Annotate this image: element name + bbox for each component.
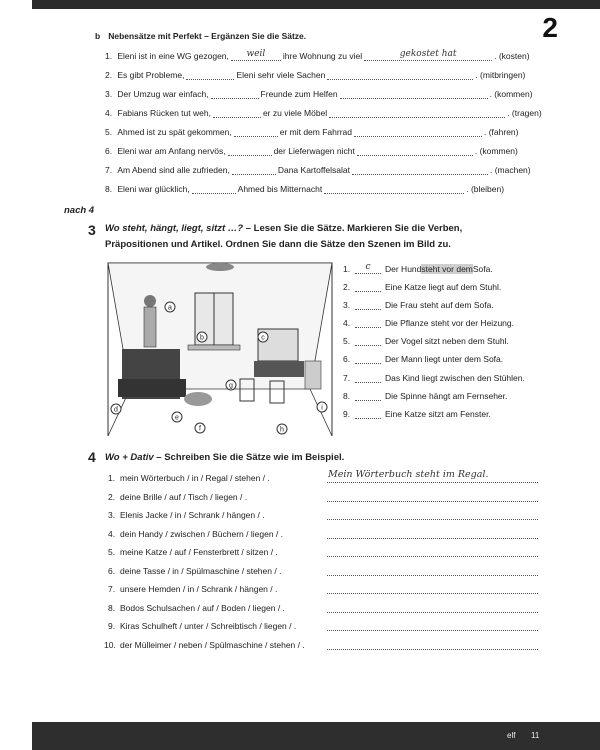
handwritten-answer: gekostet hat bbox=[399, 49, 457, 59]
sentence-text: Die Pflanze steht vor der Heizung. bbox=[385, 318, 514, 328]
clause-b: Ahmed bis Mitternacht bbox=[237, 184, 323, 194]
b-row bbox=[105, 146, 518, 156]
clause-b: der Lieferwagen nicht bbox=[273, 146, 355, 156]
answer-blank-2[interactable] bbox=[324, 184, 464, 194]
prompt-text: deine Brille / auf / Tisch / liegen / . bbox=[120, 492, 248, 502]
highlighted-text: steht vor dem bbox=[421, 264, 473, 274]
scene-label-d: d bbox=[114, 406, 118, 414]
scene-label-h: h bbox=[280, 426, 284, 434]
answer-blank-1[interactable] bbox=[228, 146, 272, 156]
b-row bbox=[105, 165, 531, 175]
exercise-4-number: 4 bbox=[88, 449, 96, 465]
item-number: 5. bbox=[108, 547, 116, 557]
prompt-text: dein Handy / zwischen / Büchern / liegen / . bbox=[120, 529, 284, 539]
answer-blank-2[interactable] bbox=[327, 70, 473, 80]
answer-blank-1[interactable] bbox=[231, 51, 281, 61]
item-number: 1. bbox=[105, 51, 113, 61]
item-number: 7. bbox=[343, 373, 351, 383]
prompt-text: deine Tasse / in / Spülmaschine / stehen / . bbox=[120, 566, 282, 576]
exercise-4-title-italic: Wo + Dativ bbox=[105, 452, 154, 463]
answer-line[interactable] bbox=[327, 649, 538, 650]
sentence-item bbox=[343, 282, 501, 292]
b-row bbox=[105, 127, 519, 137]
answer-line[interactable] bbox=[327, 556, 538, 557]
exercise-4-title bbox=[105, 450, 344, 466]
woman-head bbox=[144, 295, 156, 307]
scene-label-b: b bbox=[200, 334, 204, 342]
verb-hint: . (mitbringen) bbox=[475, 70, 526, 80]
sentence-text: Der Mann liegt unter dem Sofa. bbox=[385, 354, 504, 364]
answer-line[interactable] bbox=[327, 482, 538, 483]
answer-line[interactable] bbox=[327, 519, 538, 520]
item-number: 3. bbox=[105, 89, 113, 99]
exercise-4-item bbox=[108, 621, 296, 631]
answer-blank-2[interactable] bbox=[329, 108, 505, 118]
sentence-text: Der Hund bbox=[385, 264, 422, 274]
item-number: 1. bbox=[343, 264, 351, 274]
answer-blank[interactable] bbox=[355, 354, 381, 364]
handwritten-answer: Mein Wörterbuch steht im Regal. bbox=[328, 469, 489, 480]
item-number: 9. bbox=[108, 621, 116, 631]
clause-b: er zu viele Möbel bbox=[262, 108, 328, 118]
prompt-text: Elenis Jacke / in / Schrank / hängen / . bbox=[120, 510, 265, 520]
verb-hint: . (kommen) bbox=[489, 89, 533, 99]
verb-hint: . (bleiben) bbox=[466, 184, 505, 194]
item-number: 7. bbox=[105, 165, 113, 175]
clause-a: Ahmed ist zu spät gekommen, bbox=[117, 127, 232, 137]
clause-a: Es gibt Probleme, bbox=[117, 70, 185, 80]
item-number: 8. bbox=[343, 391, 351, 401]
clause-a: Fabians Rücken tut weh, bbox=[117, 108, 211, 118]
answer-line[interactable] bbox=[327, 575, 538, 576]
sentence-item bbox=[343, 264, 493, 274]
answer-blank[interactable] bbox=[355, 409, 381, 419]
chapter-number: 2 bbox=[542, 12, 558, 43]
exercise-4-item bbox=[108, 547, 278, 557]
sentence-text: Eine Katze liegt auf dem Stuhl. bbox=[385, 282, 502, 292]
item-number: 3. bbox=[343, 300, 351, 310]
scene-label-g: g bbox=[229, 382, 233, 390]
nach-label: nach 4 bbox=[64, 205, 95, 216]
sentence-text: Eine Katze sitzt am Fenster. bbox=[385, 409, 491, 419]
prompt-text: mein Wörterbuch / in / Regal / stehen / . bbox=[120, 473, 270, 483]
sentence-item bbox=[343, 391, 507, 401]
footer-label: elf bbox=[507, 731, 516, 740]
sentence-item bbox=[343, 318, 514, 328]
item-number: 4. bbox=[108, 529, 116, 539]
dog bbox=[184, 392, 212, 406]
exercise-3-title bbox=[105, 221, 462, 253]
answer-blank[interactable] bbox=[355, 336, 381, 346]
exercise-4-item bbox=[108, 492, 247, 502]
scene-label-c: c bbox=[261, 334, 265, 342]
clause-a: Eleni war am Anfang nervös, bbox=[117, 146, 226, 156]
verb-hint: . (kommen) bbox=[474, 146, 518, 156]
b-row bbox=[105, 184, 504, 194]
handwritten-answer: c bbox=[365, 262, 371, 272]
answer-blank-2[interactable] bbox=[357, 146, 473, 156]
item-number: 6. bbox=[105, 146, 113, 156]
exercise-4-item bbox=[104, 640, 305, 650]
clause-b: er mit dem Fahrrad bbox=[279, 127, 352, 137]
section-b-title: Nebensätze mit Perfekt – Ergänzen Sie die Sätze. bbox=[108, 31, 307, 41]
answer-blank[interactable] bbox=[355, 318, 381, 328]
item-number: 2. bbox=[105, 70, 113, 80]
answer-blank-1[interactable] bbox=[213, 108, 261, 118]
verb-hint: . (tragen) bbox=[507, 108, 542, 118]
exercise-4-item bbox=[108, 584, 277, 594]
sentence-text-end: Sofa. bbox=[472, 264, 493, 274]
window-sill bbox=[188, 345, 240, 350]
item-number: 4. bbox=[343, 318, 351, 328]
answer-blank[interactable] bbox=[355, 373, 381, 383]
answer-blank-1[interactable] bbox=[211, 89, 259, 99]
exercise-3-number: 3 bbox=[88, 222, 96, 238]
sentence-item bbox=[343, 300, 494, 310]
sofa-seat bbox=[118, 379, 186, 397]
answer-line[interactable] bbox=[327, 612, 538, 613]
page-number: 11 bbox=[531, 731, 540, 740]
scene-label-i: i bbox=[321, 404, 323, 412]
sentence-item bbox=[343, 373, 525, 383]
item-number: 1. bbox=[108, 473, 116, 483]
answer-blank[interactable] bbox=[355, 282, 381, 292]
item-number: 9. bbox=[343, 409, 351, 419]
answer-blank-1[interactable] bbox=[234, 127, 278, 137]
answer-line[interactable] bbox=[327, 501, 538, 502]
sentence-text: Das Kind liegt zwischen den Stühlen. bbox=[385, 373, 525, 383]
scene-label-f: f bbox=[199, 425, 201, 433]
sentence-item bbox=[343, 336, 509, 346]
item-number: 8. bbox=[108, 603, 116, 613]
prompt-text: Kiras Schulheft / unter / Schreibtisch / liegen / . bbox=[120, 621, 297, 631]
clause-a: Eleni ist in eine WG gezogen, bbox=[117, 51, 229, 61]
exercise-4-item bbox=[108, 473, 270, 483]
heater bbox=[305, 361, 321, 389]
answer-blank-1[interactable] bbox=[186, 70, 234, 80]
b-row bbox=[105, 70, 525, 80]
b-row bbox=[105, 51, 530, 61]
room-illustration bbox=[100, 261, 340, 438]
ceiling-lamp bbox=[206, 263, 234, 271]
verb-hint: . (kosten) bbox=[494, 51, 530, 61]
item-number: 5. bbox=[343, 336, 351, 346]
exercise-4-title-rest: – Schreiben Sie die Sätze wie im Beispiel. bbox=[153, 452, 345, 463]
item-number: 2. bbox=[108, 492, 116, 502]
clause-b: Dana Kartoffelsalat bbox=[277, 165, 350, 175]
tv-stand bbox=[254, 361, 304, 377]
answer-blank[interactable] bbox=[355, 300, 381, 310]
prompt-text: Bodos Schulsachen / auf / Boden / liegen / . bbox=[120, 603, 285, 613]
scene-label-e: e bbox=[175, 414, 179, 422]
exercise-3-title-italic: Wo steht, hängt, liegt, sitzt …? bbox=[105, 223, 244, 234]
item-number: 8. bbox=[105, 184, 113, 194]
section-b-heading bbox=[95, 31, 306, 41]
answer-line[interactable] bbox=[327, 630, 538, 631]
answer-blank[interactable] bbox=[355, 264, 381, 274]
item-number: 10. bbox=[104, 640, 116, 650]
answer-blank-1[interactable] bbox=[192, 184, 236, 194]
top-bar bbox=[32, 0, 600, 9]
exercise-3-title-line2: Präpositionen und Artikel. Ordnen Sie dann die Sätze den Szenen im Bild zu. bbox=[105, 239, 451, 250]
exercise-4-item bbox=[108, 603, 285, 613]
item-number: 2. bbox=[343, 282, 351, 292]
section-b-label: b bbox=[95, 31, 101, 41]
clause-a: Eleni war glücklich, bbox=[117, 184, 190, 194]
b-row bbox=[105, 89, 533, 99]
exercise-4-item bbox=[108, 566, 281, 576]
exercise-4-item bbox=[108, 529, 283, 539]
answer-blank[interactable] bbox=[355, 391, 381, 401]
item-number: 6. bbox=[343, 354, 351, 364]
exercise-3-title-line1: – Lesen Sie die Sätze. Markieren Sie die Verben, bbox=[243, 223, 463, 234]
item-number: 7. bbox=[108, 584, 116, 594]
clause-b: Eleni sehr viele Sachen bbox=[236, 70, 326, 80]
answer-blank-2[interactable] bbox=[354, 127, 482, 137]
clause-a: Der Umzug war einfach, bbox=[117, 89, 209, 99]
verb-hint: . (fahren) bbox=[484, 127, 519, 137]
sentence-item bbox=[343, 354, 503, 364]
prompt-text: unsere Hemden / in / Schrank / hängen / . bbox=[120, 584, 278, 594]
answer-blank-2[interactable] bbox=[352, 165, 488, 175]
item-number: 3. bbox=[108, 510, 116, 520]
sentence-text: Die Spinne hängt am Fernseher. bbox=[385, 391, 508, 401]
clause-b: ihre Wohnung zu viel bbox=[282, 51, 363, 61]
item-number: 6. bbox=[108, 566, 116, 576]
clause-b: Freunde zum Helfen bbox=[260, 89, 338, 99]
answer-line[interactable] bbox=[327, 593, 538, 594]
answer-blank-1[interactable] bbox=[232, 165, 276, 175]
answer-line[interactable] bbox=[327, 538, 538, 539]
clause-a: Am Abend sind alle zufrieden, bbox=[117, 165, 230, 175]
answer-blank-2[interactable] bbox=[364, 51, 492, 61]
handwritten-answer: weil bbox=[246, 49, 266, 59]
b-row bbox=[105, 108, 542, 118]
item-number: 4. bbox=[105, 108, 113, 118]
prompt-text: der Mülleimer / neben / Spülmaschine / stehen / . bbox=[120, 640, 305, 650]
exercise-4-item bbox=[108, 510, 265, 520]
sentence-item bbox=[343, 409, 491, 419]
woman-body bbox=[144, 307, 156, 347]
sentence-text: Der Vogel sitzt neben dem Stuhl. bbox=[385, 336, 509, 346]
answer-blank-2[interactable] bbox=[340, 89, 488, 99]
item-number: 5. bbox=[105, 127, 113, 137]
verb-hint: . (machen) bbox=[489, 165, 531, 175]
sentence-text: Die Frau steht auf dem Sofa. bbox=[385, 300, 494, 310]
scene-label-a: a bbox=[168, 304, 172, 312]
prompt-text: meine Katze / auf / Fensterbrett / sitzen / . bbox=[120, 547, 278, 557]
